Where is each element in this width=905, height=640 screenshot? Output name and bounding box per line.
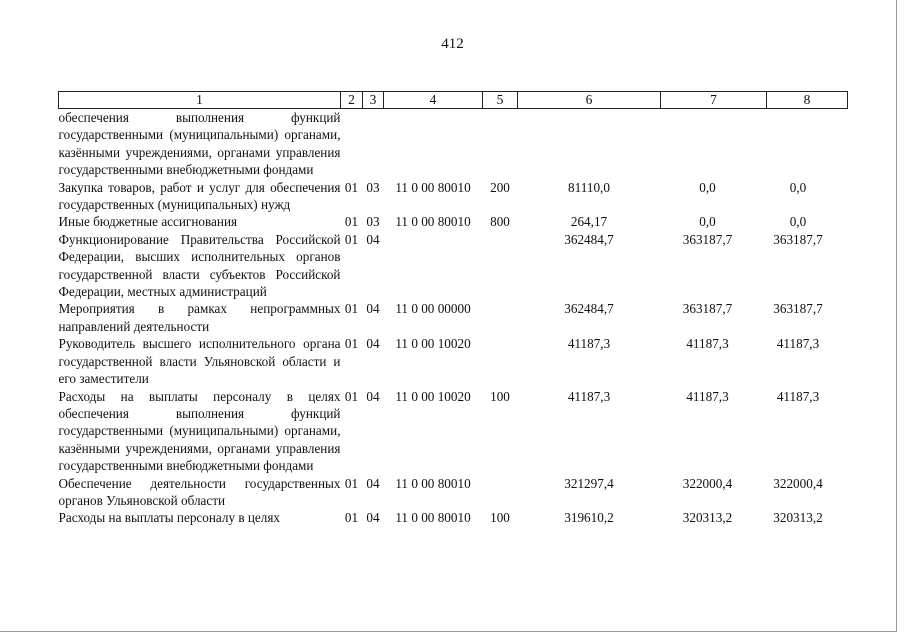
amount-col-6 [518,109,661,179]
section-code: 01 [344,475,359,491]
table-row [59,388,848,475]
row-description: Руководитель высшего исполнительного органа государственной власти Ульяновской области и его заместители [58,336,341,387]
column-header: 2 [341,92,363,109]
section-code: 01 [344,510,359,526]
row-description: Обеспечение деятельности государственных органов Ульяновской области [58,475,341,508]
target-article-code: 11 0 00 00000 [395,301,471,317]
row-description: обеспечения выполнения функций государственными (муниципальными) органами, казёнными учреждениями, органами управления государственными внебюджетными фондами [58,110,341,178]
table-row [59,231,848,301]
section-code: 01 [344,231,359,247]
page-frame-bottom-edge [0,631,897,632]
subsection-code [363,109,384,179]
amount-col-7: 320313,2 [682,510,733,526]
expense-type-code: 200 [490,179,510,195]
subsection-code: 04 [366,231,380,247]
amount-col-8: 320313,2 [773,510,823,526]
target-article-code: 11 0 00 10020 [395,336,471,352]
expense-type-code [483,300,518,335]
amount-col-7: 41187,3 [686,336,729,352]
row-description: Функционирование Правительства Российской Федерации, высших исполнительных органов государственной власти субъектов Российской Федерации, местных администраций [58,231,341,300]
expense-type-code: 800 [490,214,510,230]
table-row [59,475,848,510]
target-article-code: 11 0 00 80010 [395,510,471,526]
column-header: 8 [767,92,848,109]
column-header: 1 [59,92,341,109]
page-number: 412 [441,36,464,52]
amount-col-6: 264,17 [570,214,608,230]
amount-col-8 [767,109,848,179]
target-article-code: 11 0 00 80010 [395,475,471,491]
subsection-code: 04 [366,301,380,317]
column-header: 5 [483,92,518,109]
subsection-code: 04 [366,475,380,491]
amount-col-7 [661,109,767,179]
column-header: 7 [661,92,767,109]
section-code [341,109,363,179]
expense-type-code [483,109,518,179]
expense-type-code: 100 [490,388,510,404]
amount-col-8: 322000,4 [773,475,823,491]
section-code: 01 [344,179,359,195]
amount-col-8: 0,0 [789,179,807,195]
expense-type-code [483,475,518,510]
subsection-code: 04 [366,510,380,526]
amount-col-7: 363187,7 [682,231,733,247]
amount-col-8: 363187,7 [773,301,823,317]
amount-col-6: 362484,7 [564,301,614,317]
table-row [59,300,848,335]
amount-col-6: 41187,3 [567,388,611,404]
target-article-code: 11 0 00 10020 [395,388,471,404]
amount-col-6: 321297,4 [564,475,614,491]
target-article-code [384,231,483,301]
amount-col-6: 81110,0 [568,179,610,195]
expense-type-code [483,231,518,301]
row-description: Расходы на выплаты персоналу в целях [58,510,281,526]
column-header: 6 [518,92,661,109]
amount-col-8: 363187,7 [773,231,823,247]
subsection-code: 03 [366,179,380,195]
section-code: 01 [344,214,359,230]
column-header: 4 [384,92,483,109]
target-article-code: 11 0 00 80010 [395,179,471,195]
amount-col-8: 0,0 [789,214,807,230]
target-article-code: 11 0 00 80010 [395,214,471,230]
table-row [59,509,848,526]
page-frame-right-edge [896,0,897,632]
expense-type-code: 100 [490,510,510,526]
section-code: 01 [344,336,359,352]
row-description: Закупка товаров, работ и услуг для обеспечения государственных (муниципальных) нужд [58,179,341,213]
subsection-code: 03 [366,214,380,230]
section-code: 01 [344,301,359,317]
subsection-code: 04 [366,336,380,352]
table-row [59,213,848,230]
amount-col-7: 0,0 [699,179,716,195]
amount-col-8: 41187,3 [776,336,820,352]
amount-col-7: 41187,3 [686,388,729,404]
table-header-row [59,92,848,109]
row-description: Расходы на выплаты персоналу в целях обеспечения выполнения функций государственными (муниципальными) органами, казёнными учреждениями, органами управления государственными внебюджетными фондами [58,388,341,474]
amount-col-6: 362484,7 [564,231,614,247]
table-row [59,179,848,214]
subsection-code: 04 [366,388,380,404]
target-article-code [384,109,483,179]
amount-col-8: 41187,3 [776,388,820,404]
table-row [59,335,848,387]
row-description: Мероприятия в рамках непрограммных направлений деятельности [58,301,341,334]
row-description: Иные бюджетные ассигнования [58,214,238,230]
expense-type-code [483,335,518,387]
amount-col-6: 319610,2 [564,510,614,526]
amount-col-6: 41187,3 [567,336,611,352]
table-row [59,109,848,179]
amount-col-7: 322000,4 [682,475,733,491]
section-code: 01 [344,388,359,404]
column-header: 3 [363,92,384,109]
amount-col-7: 363187,7 [682,301,733,317]
budget-table [58,91,848,527]
amount-col-7: 0,0 [699,214,716,230]
